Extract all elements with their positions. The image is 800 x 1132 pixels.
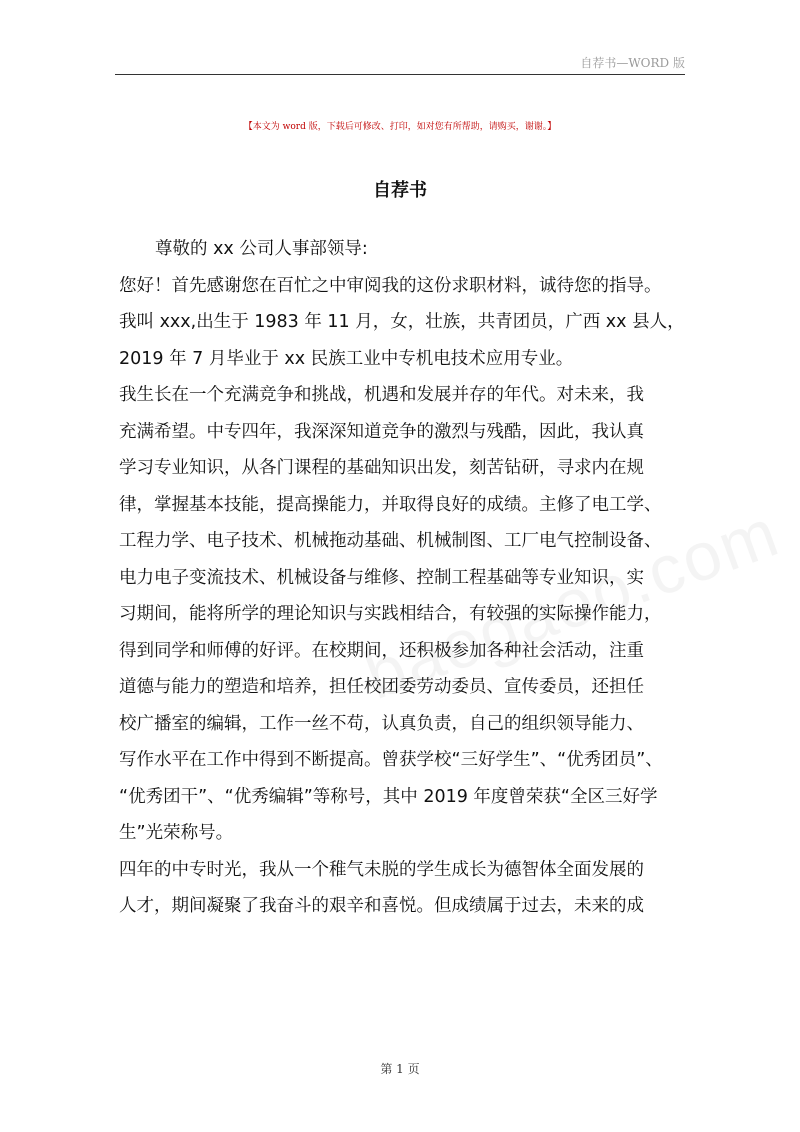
body-line: 得到同学和师傅的好评。在校期间，还积极参加各种社会活动，注重: [119, 640, 644, 661]
body-line: 2019 年 7 月毕业于 xx 民族工业中专机电技术应用专业。: [119, 348, 574, 369]
body-line: 人才，期间凝聚了我奋斗的艰辛和喜悦。但成绩属于过去，未来的成: [119, 896, 644, 916]
body-line: 习期间，能将所学的理论知识与实践相结合，有较强的实际操作能力，: [119, 604, 662, 624]
body-line: 学习专业知识，从各门课程的基础知识出发，刻苦钻研，寻求内在规: [119, 458, 644, 478]
body-line: 工程力学、电子技术、机械拖动基础、机械制图、工厂电气控制设备、: [119, 531, 662, 551]
body-line: 我生长在一个充满竞争和挑战，机遇和发展并存的年代。对未来，我: [119, 385, 644, 405]
body-line: 您好！首先感谢您在百忙之中审阅我的这份求职材料，诚待您的指导。: [119, 275, 662, 296]
page-number: 第 1 页: [380, 1062, 420, 1076]
letter-body: [119, 231, 685, 925]
header-divider: [115, 74, 685, 75]
body-line: “优秀团干”、“优秀编辑”等称号，其中 2019 年度曾荣获“全区三好学: [119, 786, 658, 807]
body-line: 写作水平在工作中得到不断提高。曾获学校“三好学生”、“优秀团员”、: [119, 750, 663, 770]
body-line: 道德与能力的塑造和培养，担任校团委劳动委员、宣传委员，还担任: [119, 677, 644, 697]
document-title: 自荐书: [373, 180, 427, 201]
download-notice: 【本文为 word 版，下载后可修改、打印，如对您有所帮助，请购买，谢谢。】: [243, 122, 557, 132]
body-line: 电力电子变流技术、机械设备与维修、控制工程基础等专业知识，实: [119, 567, 644, 588]
salutation-line: 尊敬的 xx 公司人事部领导:: [155, 239, 368, 259]
body-line: 校广播室的编辑，工作一丝不苟，认真负责，自己的组织领导能力、: [119, 713, 644, 734]
body-line: 生”光荣称号。: [119, 823, 234, 843]
running-header: 自荐书—WORD 版: [580, 56, 685, 70]
body-line: 我叫 xxx,出生于 1983 年 11 月，女，壮族，共青团员，广西 xx 县人，: [119, 312, 685, 332]
body-line: 律，掌握基本技能，提高操能力，并取得良好的成绩。主修了电工学、: [119, 494, 662, 515]
body-line: 四年的中专时光，我从一个稚气未脱的学生成长为德智体全面发展的: [119, 859, 644, 880]
body-line: 充满希望。中专四年，我深深知道竞争的激烈与残酷，因此，我认真: [119, 421, 644, 442]
